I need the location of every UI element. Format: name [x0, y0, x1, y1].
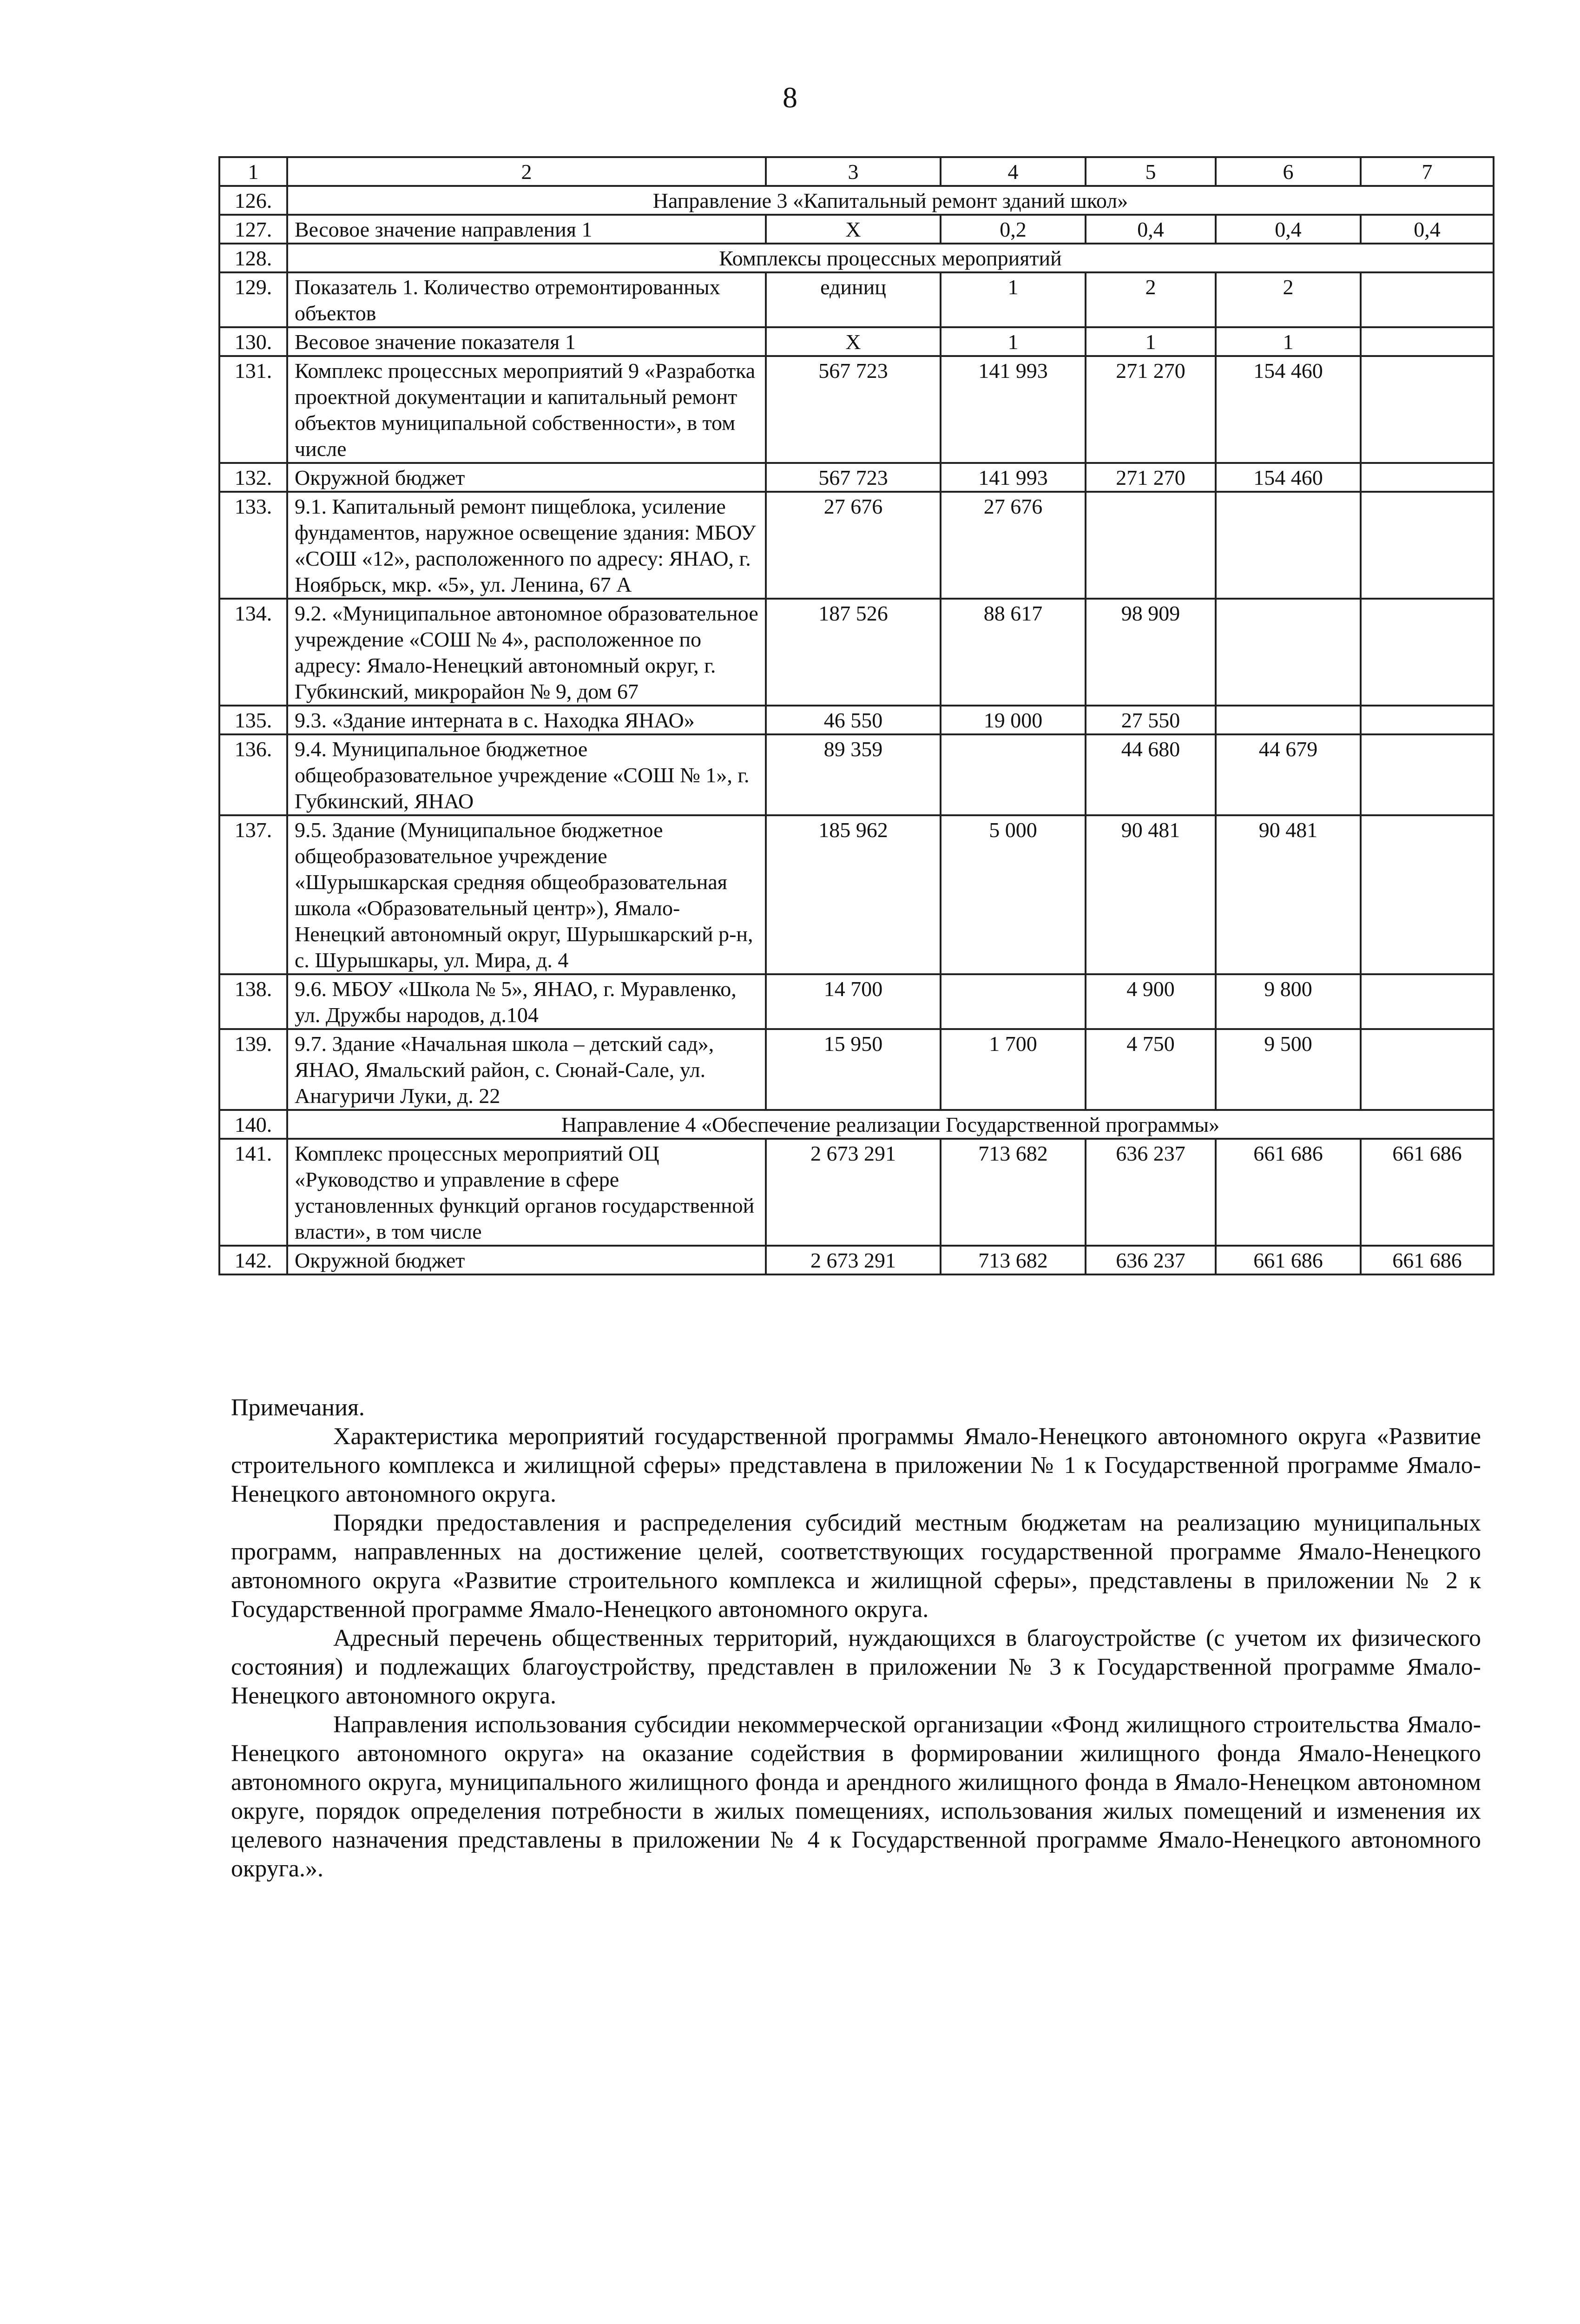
notes-paragraph: Характеристика мероприятий государственной программы Ямало-Ненецкого автономного округа «Развитие строительного комплекса и жилищной сферы» представлена в приложении № 1 к Государственной программе Ямало-Ненецкого автономного округа. — [231, 1423, 1481, 1507]
table-row — [219, 186, 1494, 215]
value-cell: 154 460 — [1216, 463, 1361, 492]
value-cell: 713 682 — [941, 1246, 1086, 1274]
value-cell — [1086, 492, 1216, 599]
value-cell — [1361, 272, 1494, 327]
value-cell — [1361, 356, 1494, 463]
value-cell — [1361, 974, 1494, 1029]
table-row — [219, 1139, 1494, 1246]
value-cell: 0,4 — [1086, 215, 1216, 244]
row-number-cell: 141. — [219, 1139, 287, 1246]
value-cell: 27 676 — [941, 492, 1086, 599]
value-cell — [1216, 492, 1361, 599]
table-row — [219, 1110, 1494, 1139]
value-cell: 19 000 — [941, 706, 1086, 734]
description-cell: 9.7. Здание «Начальная школа – детский сад», ЯНАО, Ямальский район, с. Сюнай-Сале, ул. Анагуричи Луки, д. 22 — [287, 1029, 766, 1110]
value-cell: 15 950 — [766, 1029, 941, 1110]
notes-paragraph: Направления использования субсидии некоммерческой организации «Фонд жилищного строительства Ямало-Ненецкого автономного округа» на оказание содействия в формировании жилищного фонда Ямало-Ненецкого автономного округа, муниципального жилищного фонда и арендного жилищного фонда в Ямало-Ненецком автономном округе, порядок определения потребности в жилых помещениях, использования жилых помещений и изменения их целевого назначения представлены в приложении № 4 к Государственной программе Ямало-Ненецкого автономного округа.». — [231, 1711, 1481, 1882]
row-number-cell: 131. — [219, 356, 287, 463]
value-cell: 141 993 — [941, 463, 1086, 492]
table-row — [219, 815, 1494, 974]
row-number-cell: 140. — [219, 1110, 287, 1139]
value-cell: 90 481 — [1086, 815, 1216, 974]
description-cell: Комплекс процессных мероприятий 9 «Разработка проектной документации и капитальный ремонт объектов муниципальной собственности», в том числе — [287, 356, 766, 463]
table-row — [219, 244, 1494, 272]
value-cell: 1 — [1216, 327, 1361, 356]
value-cell: 1 700 — [941, 1029, 1086, 1110]
row-number-cell: 126. — [219, 186, 287, 215]
header-cell: 7 — [1361, 157, 1494, 186]
description-cell: Показатель 1. Количество отремонтированных объектов — [287, 272, 766, 327]
value-cell: 2 673 291 — [766, 1139, 941, 1246]
value-cell: 2 — [1216, 272, 1361, 327]
value-cell — [1361, 706, 1494, 734]
notes-section — [231, 1393, 1481, 1883]
table-row — [219, 327, 1494, 356]
value-cell: 661 686 — [1216, 1139, 1361, 1246]
table-header-row — [219, 157, 1494, 186]
section-title-cell: Направление 4 «Обеспечение реализации Государственной программы» — [287, 1110, 1494, 1139]
table-body — [219, 157, 1494, 1274]
value-cell: 5 000 — [941, 815, 1086, 974]
row-number-cell: 128. — [219, 244, 287, 272]
value-cell — [1216, 706, 1361, 734]
notes-paragraph: Адресный перечень общественных территорий, нуждающихся в благоустройстве (с учетом их физического состояния) и подлежащих благоустройству, представлен в приложении № 3 к Государственной программе Ямало-Ненецкого автономного округа. — [231, 1625, 1481, 1709]
value-cell: 0,4 — [1216, 215, 1361, 244]
value-cell: 567 723 — [766, 463, 941, 492]
description-cell: 9.4. Муниципальное бюджетное общеобразовательное учреждение «СОШ № 1», г. Губкинский, ЯНАО — [287, 734, 766, 815]
value-cell: 2 — [1086, 272, 1216, 327]
value-cell: 89 359 — [766, 734, 941, 815]
value-cell: 1 — [1086, 327, 1216, 356]
table-row — [219, 463, 1494, 492]
value-cell: 90 481 — [1216, 815, 1361, 974]
table-row — [219, 492, 1494, 599]
row-number-cell: 130. — [219, 327, 287, 356]
value-cell: 187 526 — [766, 599, 941, 706]
row-number-cell: 129. — [219, 272, 287, 327]
value-cell — [941, 734, 1086, 815]
notes-paragraph: Порядки предоставления и распределения субсидий местным бюджетам на реализацию муниципальных программ, направленных на достижение целей, соответствующих государственной программе Ямало-Ненецкого автономного округа «Развитие строительного комплекса и жилищной сферы», представлены в приложении № 2 к Государственной программе Ямало-Ненецкого автономного округа. — [231, 1510, 1481, 1623]
value-cell: 1 — [941, 327, 1086, 356]
table-row — [219, 974, 1494, 1029]
row-number-cell: 127. — [219, 215, 287, 244]
value-cell: 27 550 — [1086, 706, 1216, 734]
value-cell: 713 682 — [941, 1139, 1086, 1246]
row-number-cell: 133. — [219, 492, 287, 599]
row-number-cell: 138. — [219, 974, 287, 1029]
value-cell — [941, 974, 1086, 1029]
value-cell — [1361, 463, 1494, 492]
description-cell: Окружной бюджет — [287, 1246, 766, 1274]
description-cell: 9.3. «Здание интерната в с. Находка ЯНАО» — [287, 706, 766, 734]
table-row — [219, 1246, 1494, 1274]
value-cell: X — [766, 327, 941, 356]
value-cell: 141 993 — [941, 356, 1086, 463]
value-cell — [1361, 1029, 1494, 1110]
value-cell: 661 686 — [1361, 1246, 1494, 1274]
table-row — [219, 356, 1494, 463]
header-cell: 4 — [941, 157, 1086, 186]
value-cell: 9 800 — [1216, 974, 1361, 1029]
notes-heading: Примечания. — [231, 1394, 365, 1421]
description-cell: Комплекс процессных мероприятий ОЦ «Руководство и управление в сфере установленных функций органов государственной власти», в том числе — [287, 1139, 766, 1246]
value-cell — [1361, 327, 1494, 356]
value-cell: 661 686 — [1361, 1139, 1494, 1246]
value-cell — [1361, 492, 1494, 599]
row-number-cell: 136. — [219, 734, 287, 815]
section-title-cell: Направление 3 «Капитальный ремонт зданий школ» — [287, 186, 1494, 215]
value-cell: 2 673 291 — [766, 1246, 941, 1274]
value-cell: 636 237 — [1086, 1139, 1216, 1246]
page-number: 8 — [783, 81, 797, 114]
value-cell: 271 270 — [1086, 356, 1216, 463]
description-cell: Весовое значение направления 1 — [287, 215, 766, 244]
program-table — [218, 156, 1494, 1275]
value-cell: 567 723 — [766, 356, 941, 463]
value-cell: 98 909 — [1086, 599, 1216, 706]
header-cell: 5 — [1086, 157, 1216, 186]
value-cell: 46 550 — [766, 706, 941, 734]
value-cell — [1361, 599, 1494, 706]
value-cell: 636 237 — [1086, 1246, 1216, 1274]
header-cell: 1 — [219, 157, 287, 186]
value-cell: 4 750 — [1086, 1029, 1216, 1110]
value-cell: 271 270 — [1086, 463, 1216, 492]
description-cell: 9.6. МБОУ «Школа № 5», ЯНАО, г. Муравленко, ул. Дружбы народов, д.104 — [287, 974, 766, 1029]
description-cell: Весовое значение показателя 1 — [287, 327, 766, 356]
value-cell: 0,2 — [941, 215, 1086, 244]
row-number-cell: 132. — [219, 463, 287, 492]
description-cell: 9.5. Здание (Муниципальное бюджетное общеобразовательное учреждение «Шурышкарская средняя общеобразовательная школа «Образовательный центр»), Ямало-Ненецкий автономный округ, Шурышкарский р-н, с. Шурышкары, ул. Мира, д. 4 — [287, 815, 766, 974]
value-cell — [1216, 599, 1361, 706]
table-row — [219, 734, 1494, 815]
table-row — [219, 272, 1494, 327]
row-number-cell: 135. — [219, 706, 287, 734]
value-cell: 88 617 — [941, 599, 1086, 706]
row-number-cell: 134. — [219, 599, 287, 706]
value-cell: 44 680 — [1086, 734, 1216, 815]
description-cell: Окружной бюджет — [287, 463, 766, 492]
table-row — [219, 1029, 1494, 1110]
value-cell: 9 500 — [1216, 1029, 1361, 1110]
table-row — [219, 706, 1494, 734]
header-cell: 6 — [1216, 157, 1361, 186]
header-cell: 3 — [766, 157, 941, 186]
value-cell — [1361, 734, 1494, 815]
row-number-cell: 137. — [219, 815, 287, 974]
table-row — [219, 599, 1494, 706]
value-cell: 154 460 — [1216, 356, 1361, 463]
row-number-cell: 142. — [219, 1246, 287, 1274]
row-number-cell: 139. — [219, 1029, 287, 1110]
value-cell: единиц — [766, 272, 941, 327]
value-cell: 661 686 — [1216, 1246, 1361, 1274]
value-cell: 4 900 — [1086, 974, 1216, 1029]
description-cell: 9.2. «Муниципальное автономное образовательное учреждение «СОШ № 4», расположенное по адресу: Ямало-Ненецкий автономный округ, г. Губкинский, микрорайон № 9, дом 67 — [287, 599, 766, 706]
value-cell: 0,4 — [1361, 215, 1494, 244]
value-cell: 1 — [941, 272, 1086, 327]
description-cell: 9.1. Капитальный ремонт пищеблока, усиление фундаментов, наружное освещение здания: МБОУ «СОШ «12», расположенного по адресу: ЯНАО, г. Ноябрьск, мкр. «5», ул. Ленина, 67 А — [287, 492, 766, 599]
value-cell: 185 962 — [766, 815, 941, 974]
value-cell: 27 676 — [766, 492, 941, 599]
value-cell: X — [766, 215, 941, 244]
value-cell: 44 679 — [1216, 734, 1361, 815]
table-row — [219, 215, 1494, 244]
value-cell — [1361, 815, 1494, 974]
header-cell: 2 — [287, 157, 766, 186]
section-title-cell: Комплексы процессных мероприятий — [287, 244, 1494, 272]
value-cell: 14 700 — [766, 974, 941, 1029]
